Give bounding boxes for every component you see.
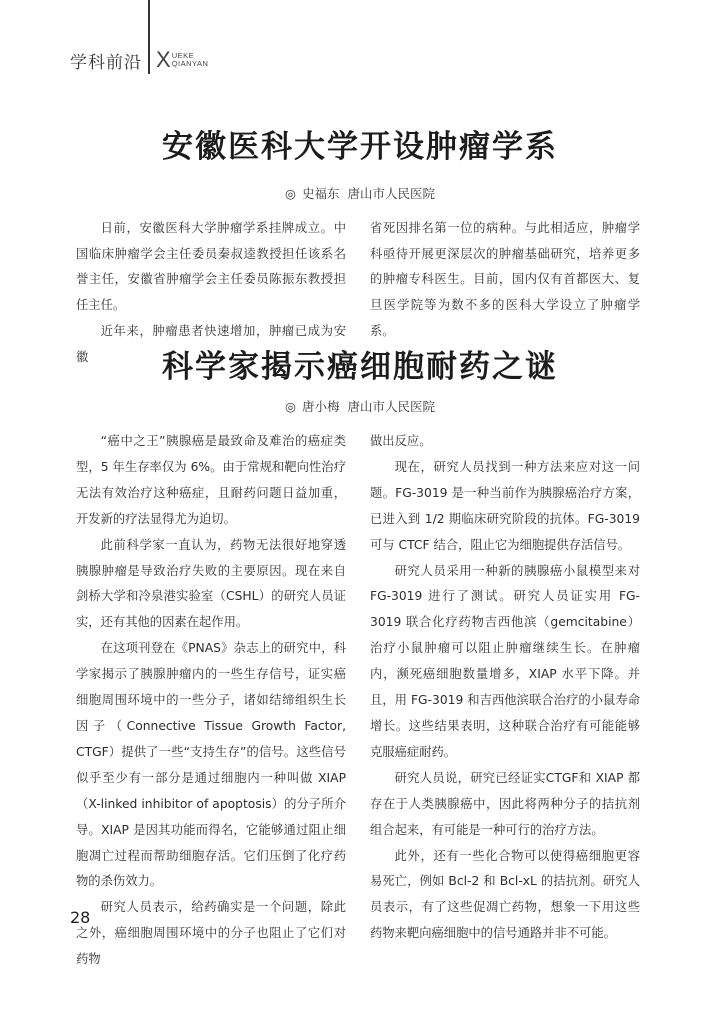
article-2-affiliation: 唐山市人民医院 bbox=[347, 399, 435, 414]
article-2-byline bbox=[0, 397, 720, 415]
article-1-author: 史福东 bbox=[301, 186, 340, 201]
logo-line-2: QIANYAN bbox=[171, 59, 209, 68]
byline-mark: ◎ bbox=[285, 186, 296, 201]
paragraph: 近年来，肿瘤患者快速增加，肿瘤已成为安徽 bbox=[76, 323, 346, 364]
article-2-author: 唐小梅 bbox=[301, 399, 340, 414]
article-2-left-column bbox=[76, 429, 346, 973]
page-number: 28 bbox=[70, 908, 91, 927]
article-2-title: 科学家揭示癌细胞耐药之谜 bbox=[162, 349, 558, 385]
section-logo bbox=[156, 49, 208, 71]
article-1-title: 安徽医科大学开设肿瘤学系 bbox=[162, 129, 558, 165]
article-1-right-column bbox=[370, 216, 640, 345]
section-name: 学科前沿 bbox=[70, 52, 142, 73]
paragraph: 日前，安徽医科大学肿瘤学系挂牌成立。中国临床肿瘤学会主任委员秦叔逵教授担任该系名誉主任，安徽省肿瘤学会主任委员陈振东教授担任主任。 bbox=[76, 221, 346, 313]
article-1-affiliation: 唐山市人民医院 bbox=[347, 186, 435, 201]
paragraph: 现在，研究人员找到一种方法来应对这一问题。FG-3019 是一种当前作为胰腺癌治疗方案，已进入到 1/2 期临床研究阶段的抗体。FG-3019 可与 CTCF 结合，阻止它为细胞提供存活信号。 bbox=[370, 459, 640, 552]
logo-words bbox=[172, 52, 209, 69]
paragraph: 研究人员说，研究已经证实CTGF和 XIAP 都存在于人类胰腺癌中，因此将两种分子的拮抗剂组合起来，有可能是一种可行的治疗方法。 bbox=[370, 770, 640, 837]
paragraph: “癌中之王”胰腺癌是最致命及难治的癌症类型，5 年生存率仅为 6%。由于常规和靶向性治疗无法有效治疗这种癌症，且耐药问题日益加重，开发新的疗法显得尤为迫切。 bbox=[76, 434, 346, 526]
paragraph: 研究人员表示，给药确实是一个问题，除此之外，癌细胞周围环境中的分子也阻止了它们对药物 bbox=[76, 900, 346, 967]
paragraph: 此前科学家一直认为，药物无法很好地穿透胰腺肿瘤是导致治疗失败的主要原因。现在来自剑桥大学和冷泉港实验室（CSHL）的研究人员证实，还有其他的因素在起作用。 bbox=[76, 537, 346, 630]
paragraph: 在这项刊登在《PNAS》杂志上的研究中，科学家揭示了胰腺肿瘤内的一些生存信号，证实癌细胞周围环境中的一些分子，诸如结缔组织生长因子（Connective Tissue Growth Factor, CTGF）提供了一些“支持生存”的信号。这些信号似乎至少有一部分是通过细胞内一种叫做 XIAP（X-linked inhibitor of apoptosis）的分子所介导。XIAP 是因其功能而得名，它能够通过阻止细胞凋亡过程而帮助细胞存活。它们压倒了化疗药物的杀伤效力。 bbox=[76, 641, 346, 889]
article-1-byline bbox=[0, 184, 720, 202]
logo-line-1: UEKE bbox=[171, 50, 195, 60]
paragraph: 此外，还有一些化合物可以使得癌细胞更容易死亡，例如 Bcl-2 和 Bcl-xL 的拮抗剂。研究人员表示，有了这些促凋亡药物，想象一下用这些药物来靶向癌细胞中的信号通路并非不可能。 bbox=[370, 848, 640, 941]
header-divider bbox=[148, 0, 150, 74]
byline-mark: ◎ bbox=[285, 399, 296, 414]
paragraph: 做出反应。 bbox=[370, 434, 432, 448]
logo-letter: X bbox=[156, 47, 171, 72]
article-2-right-column bbox=[370, 429, 640, 947]
paragraph: 省死因排名第一位的病种。与此相适应，肿瘤学科亟待开展更深层次的肿瘤基础研究，培养更多的肿瘤专科医生。目前，国内仅有首都医大、复旦医学院等为数不多的医科大学设立了肿瘤学系。 bbox=[370, 221, 640, 338]
running-header bbox=[70, 40, 142, 80]
paragraph: 研究人员采用一种新的胰腺癌小鼠模型来对 FG-3019 进行了测试。研究人员证实用 FG-3019 联合化疗药物吉西他滨（gemcitabine）治疗小鼠肿瘤可以阻止肿瘤继续生长。在肿瘤内，濒死癌细胞数量增多，XIAP 水平下降。并且，用 FG-3019 和吉西他滨联合治疗的小鼠寿命增长。这些结果表明，这种联合治疗有可能能够克服癌症耐药。 bbox=[370, 563, 640, 759]
